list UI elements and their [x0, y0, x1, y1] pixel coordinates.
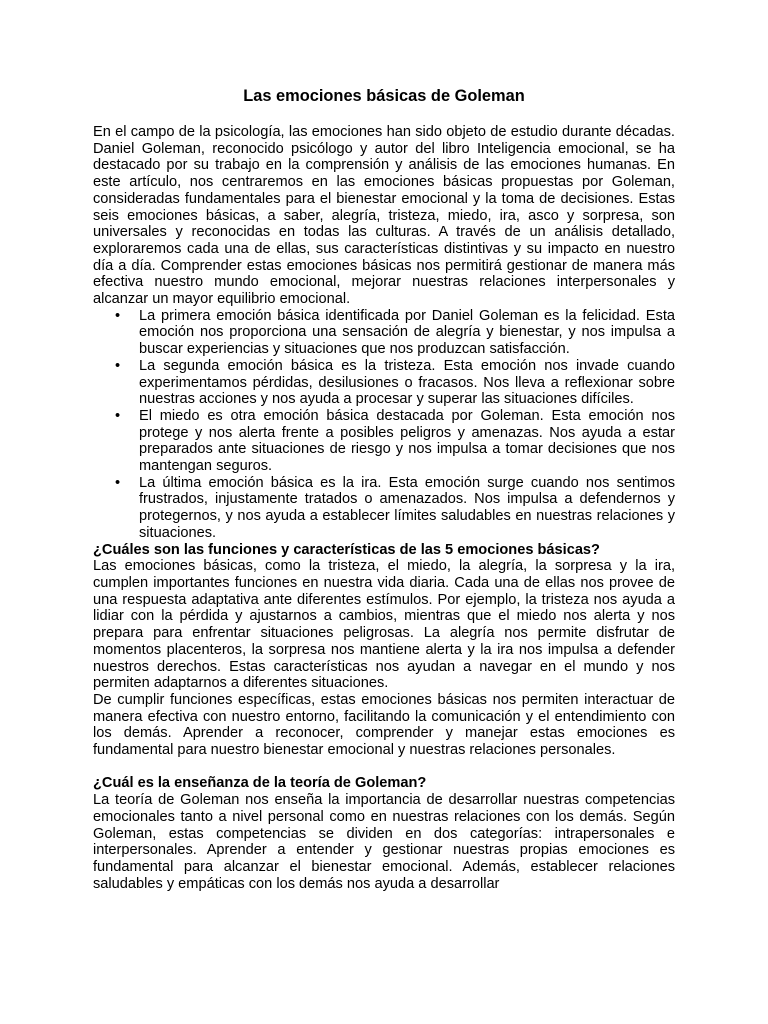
document-title: Las emociones básicas de Goleman [243, 87, 525, 105]
list-item: • La última emoción básica es la ira. Esta emoción surge cuando nos sentimos frustrados, injustamente tratados o amenazados. Nos impulsa a defendernos y protegernos, y nos ayuda a establecer límites saludables en nuestras relaciones y situaciones. [139, 475, 675, 542]
functions-paragraph: Las emociones básicas, como la tristeza, el miedo, la alegría, la sorpresa y la ira, cumplen importantes funciones en nuestra vida diaria. Cada una de ellas nos provee de una respuesta adaptativa ante diferentes estímulos. Por ejemplo, la tristeza nos ayuda a lidiar con la pérdida y ajustarnos a cambios, mientras que el miedo nos alerta y nos prepara para enfrentar situaciones peligrosas. La alegría nos permite disfrutar de momentos placenteros, la sorpresa nos mantiene alerta y la ira nos impulsa a defender nuestros derechos. Estas características nos ayudan a navegar en el mundo y nos permiten adaptarnos a diferentes situaciones. [93, 558, 675, 692]
list-item: • El miedo es otra emoción básica destacada por Goleman. Esta emoción nos protege y nos alerta frente a posibles peligros y amenazas. Nos ayuda a estar preparados ante situaciones de riesgo y nos impulsa a tomar decisiones que nos mantengan seguros. [139, 408, 675, 475]
functions-paragraph-2: De cumplir funciones específicas, estas emociones básicas nos permiten interactuar de manera efectiva con nuestro entorno, facilitando la comunicación y el entendimiento con los demás. Aprender a reconocer, comprender y manejar estas emociones es fundamental para nuestro bienestar emocional y nuestras relaciones personales. [93, 691, 675, 759]
document-page [93, 86, 675, 892]
list-item: • La primera emoción básica identificada por Daniel Goleman es la felicidad. Esta emoción nos proporciona una sensación de alegría y bienestar, y nos impulsa a buscar experiencias y situaciones que nos produzcan satisfacción. [139, 308, 675, 358]
teaching-paragraph: La teoría de Goleman nos enseña la importancia de desarrollar nuestras competencias emocionales tanto a nivel personal como en nuestras relaciones con los demás. Según Goleman, estas competencias se dividen en dos categorías: intrapersonales e interpersonales. Aprender a entender y gestionar nuestras propias emociones es fundamental para alcanzar el bienestar emocional. Además, establecer relaciones saludables y empáticas con los demás nos ayuda a desarrollar [93, 792, 675, 892]
section-heading-functions: ¿Cuáles son las funciones y características de las 5 emociones básicas? [93, 541, 600, 558]
intro-paragraph: En el campo de la psicología, las emociones han sido objeto de estudio durante décadas. Daniel Goleman, reconocido psicólogo y autor del libro Inteligencia emocional, se ha destacado por su trabajo en la comprensión y análisis de las emociones humanas. En este artículo, nos centraremos en las emociones básicas propuestas por Goleman, consideradas fundamentales para el bienestar emocional y la toma de decisiones. Estas seis emociones básicas, a saber, alegría, tristeza, miedo, ira, asco y sorpresa, son universales y reconocidas en todas las culturas. A través de un análisis detallado, exploraremos cada una de ellas, sus características distintivas y su impacto en nuestro día a día. Comprender estas emociones básicas nos permitirá gestionar de manera más efectiva nuestro mundo emocional, mejorar nuestras relaciones interpersonales y alcanzar un mayor equilibrio emocional. [93, 124, 675, 308]
list-item: • La segunda emoción básica es la tristeza. Esta emoción nos invade cuando experimentamos pérdidas, desilusiones o fracasos. Nos lleva a reflexionar sobre nuestras acciones y nos ayuda a procesar y superar las situaciones difíciles. [139, 358, 675, 408]
section-heading-teaching: ¿Cuál es la enseñanza de la teoría de Goleman? [93, 775, 427, 792]
spacer [93, 759, 675, 776]
emotions-list [93, 308, 675, 542]
